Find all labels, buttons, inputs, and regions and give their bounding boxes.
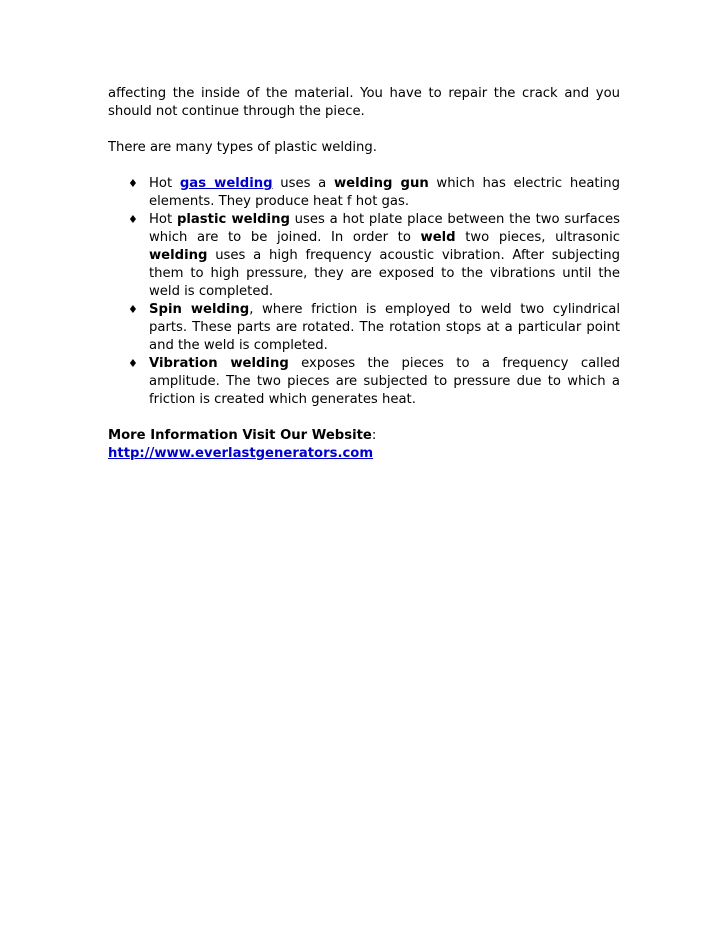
- spacer: [108, 409, 620, 427]
- document-body: [108, 85, 620, 463]
- diamond-bullet-icon: ♦: [128, 177, 138, 190]
- welding-types-list: [108, 175, 620, 409]
- footer-colon: :: [371, 428, 377, 443]
- item-text: uses a: [272, 176, 334, 191]
- item-bold-text: Vibration welding: [149, 356, 289, 371]
- item-text: Hot: [149, 212, 177, 227]
- list-item-gas-welding: [108, 175, 620, 211]
- item-bold-text: welding: [149, 248, 208, 263]
- diamond-bullet-icon: ♦: [128, 357, 138, 370]
- spacer: [108, 121, 620, 139]
- spacer: [108, 157, 620, 175]
- website-link[interactable]: http://www.everlastgenerators.com: [108, 446, 374, 461]
- item-text: Hot: [149, 176, 180, 191]
- item-text: two pieces, ultrasonic: [455, 230, 620, 245]
- item-text: uses a hot plate place between the two surfaces which are to be joined. In order to: [149, 212, 620, 245]
- diamond-bullet-icon: ♦: [128, 303, 138, 316]
- intro-paragraph: affecting the inside of the material. You have to repair the crack and you should not continue through the piece.: [108, 86, 620, 119]
- item-text: uses a high frequency acoustic vibration. After subjecting them to high pressure, they are exposed to the vibrations until the weld is completed.: [149, 248, 620, 299]
- item-text: , where friction is employed to weld two cylindrical parts. These parts are rotated. The rotation stops at a particular point and the weld is completed.: [149, 302, 620, 353]
- footer-label: [108, 427, 620, 445]
- item-text: exposes the pieces to a frequency called amplitude. The two pieces are subjected to pressure due to which a friction is created which generates heat.: [149, 356, 620, 407]
- footer-url-line: [108, 445, 620, 463]
- item-text: which has electric heating elements. They produce heat f hot gas.: [149, 176, 620, 209]
- types-heading: There are many types of plastic welding.: [108, 140, 377, 155]
- item-bold-text: plastic welding: [176, 212, 290, 227]
- diamond-bullet-icon: ♦: [128, 213, 138, 226]
- list-item-vibration-welding: [108, 355, 620, 409]
- list-item-plastic-welding: [108, 211, 620, 301]
- item-bold-text: Spin welding: [149, 302, 250, 317]
- item-bold-text: welding gun: [333, 176, 429, 191]
- more-info-label: More Information Visit Our Website: [108, 428, 372, 443]
- gas-welding-link[interactable]: gas welding: [179, 176, 273, 191]
- item-bold-text: weld: [420, 230, 456, 245]
- list-item-spin-welding: [108, 301, 620, 355]
